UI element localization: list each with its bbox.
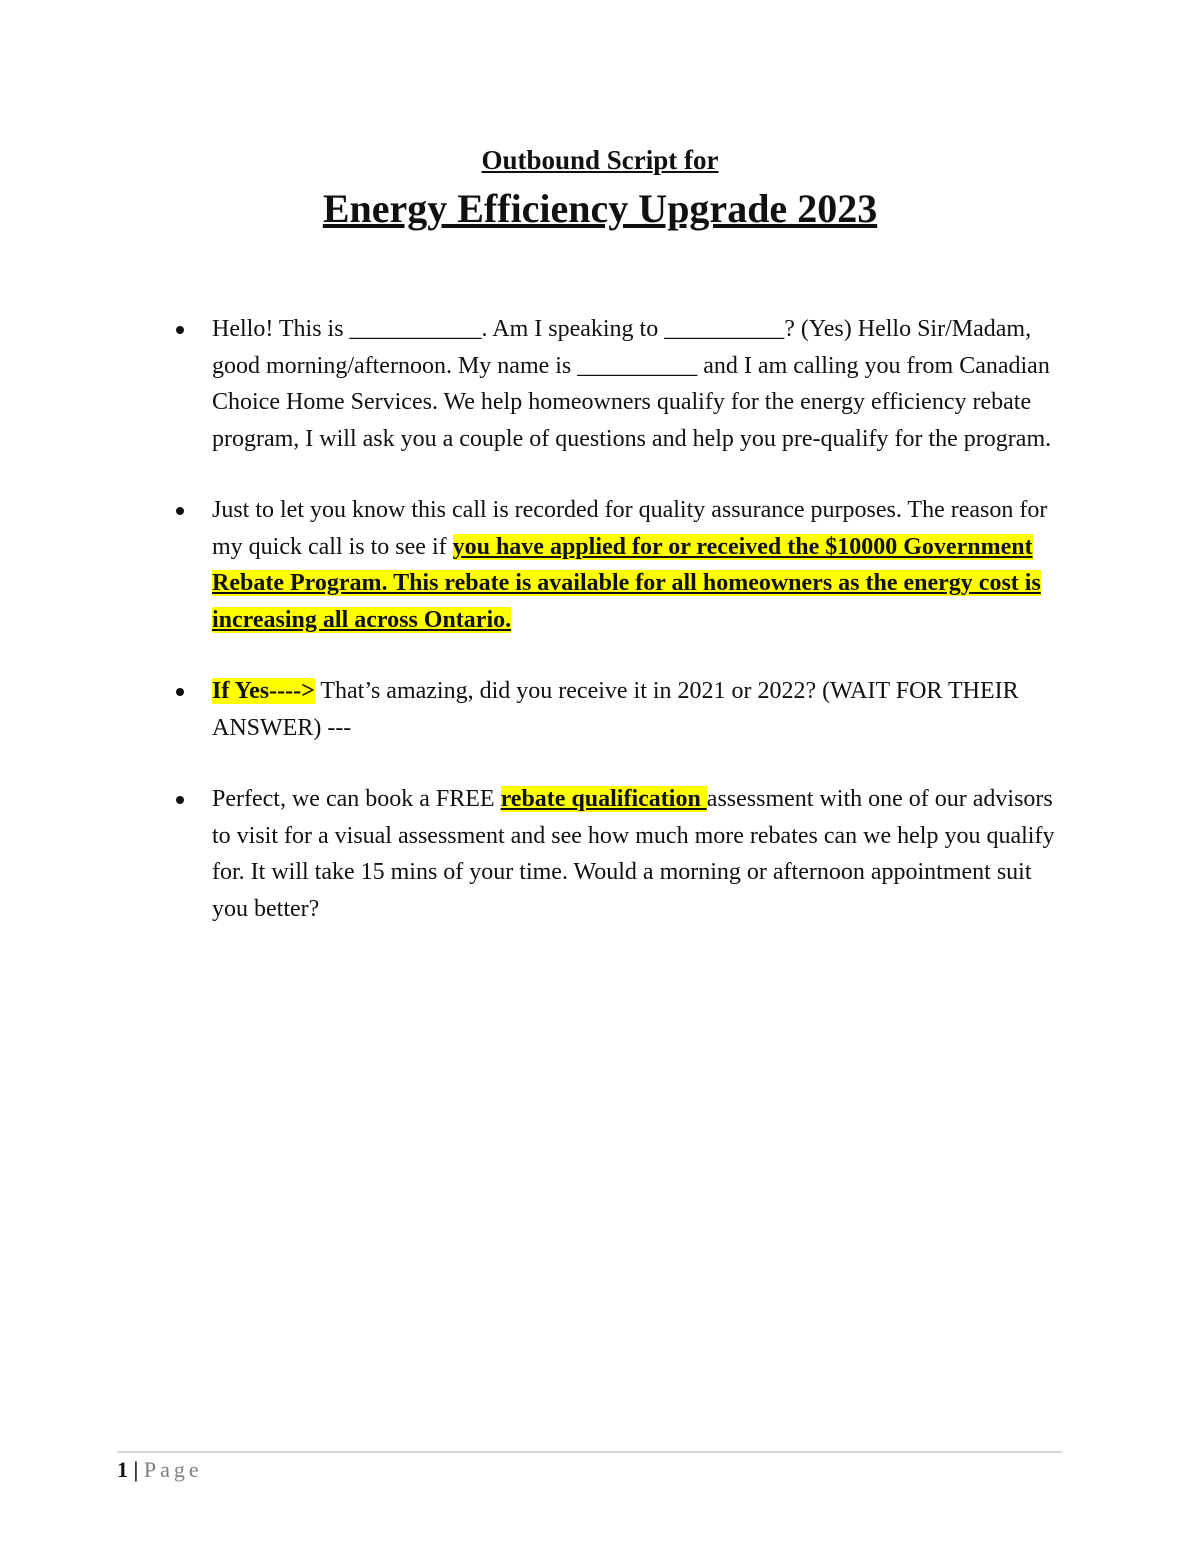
document-title: Energy Efficiency Upgrade 2023 (322, 186, 878, 231)
script-bullet-list (212, 311, 1072, 962)
bullet-text-continued: assessment with one of our advisors to visit for a visual assessment and see how much more rebates can we help you qualify for. It will take 15 mins of your time. Would a morning or afternoon appointment suit you better? (212, 786, 1055, 922)
highlighted-text: you have applied for or received the $10000 Government Rebate Program. This rebate is available for all homeowners as the energy cost is increasing all across Ontario. (212, 533, 1041, 633)
list-item (212, 673, 1072, 746)
bullet-text: Perfect, we can book a FREE (212, 786, 501, 812)
list-item (212, 781, 1072, 927)
list-item (212, 492, 1072, 638)
title-block (0, 140, 1200, 238)
bullet-text: Just to let you know this call is recorded for quality assurance purposes. The reason for my quick call is to see if (212, 497, 1048, 560)
bullet-icon (176, 688, 184, 696)
bullet-icon (176, 796, 184, 804)
bullet-text: Hello! This is ___________. Am I speaking to __________? (Yes) Hello Sir/Madam, good morning/afternoon. My name is __________ and I am calling you from Canadian Choice Home Services. We help homeowners qualify for the energy efficiency rebate program, I will ask you a couple of questions and help you pre-qualify for the program. (212, 316, 1052, 452)
document-subtitle: Outbound Script for (481, 145, 719, 175)
bullet-icon (176, 326, 184, 334)
footer-divider (117, 1451, 1062, 1453)
bullet-icon (176, 507, 184, 515)
highlighted-text: If Yes----> (212, 678, 315, 704)
highlighted-text: rebate qualification (500, 786, 707, 812)
page-number: 1 (117, 1457, 128, 1482)
footer-separator: | (128, 1457, 144, 1482)
page-footer (117, 1455, 203, 1485)
page-label: Page (143, 1457, 203, 1482)
bullet-text: That’s amazing, did you receive it in 2021 or 2022? (WAIT FOR THEIR ANSWER) --- (212, 678, 1019, 741)
list-item (212, 311, 1072, 457)
